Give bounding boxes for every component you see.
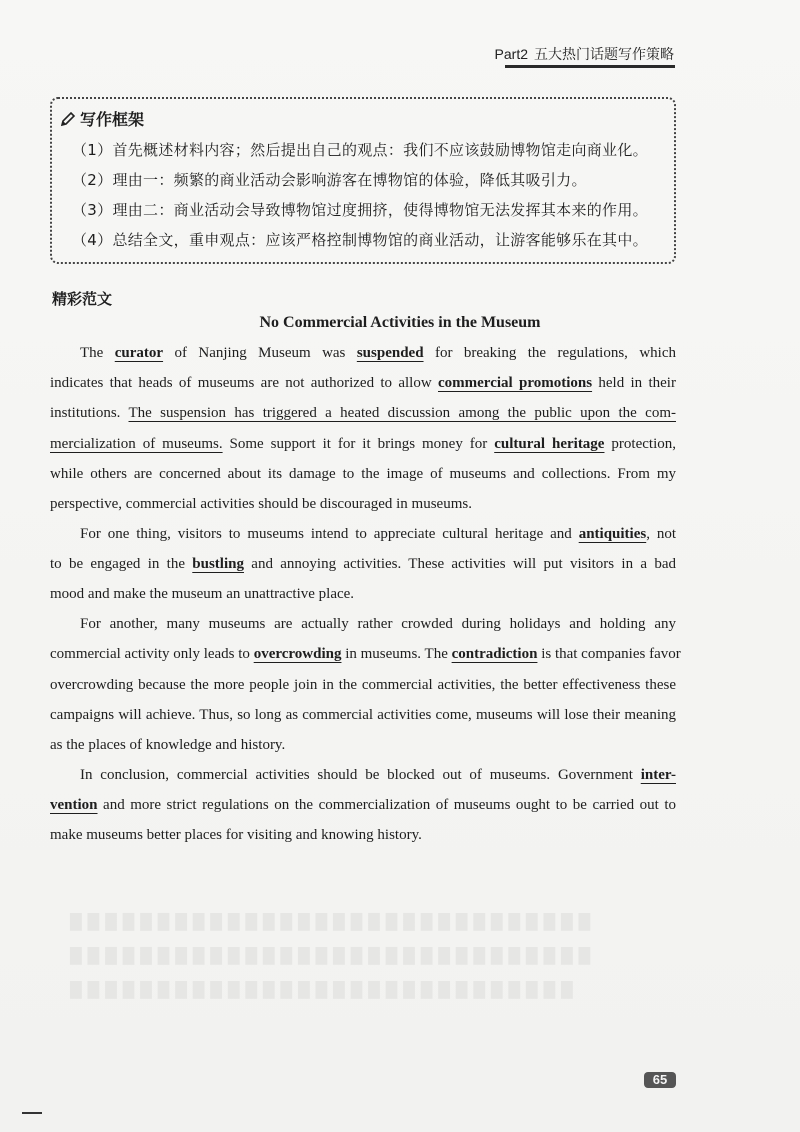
keyword: commercial promotions bbox=[438, 375, 593, 391]
essay-line: For one thing, visitors to museums intend to appreciate cultural heritage and antiquities, not bbox=[80, 526, 676, 542]
header-section: 五大热门话题写作策略 bbox=[534, 47, 674, 63]
keyword: contradiction bbox=[451, 646, 538, 662]
essay-title: No Commercial Activities in the Museum bbox=[259, 314, 541, 331]
outline-title bbox=[60, 107, 144, 130]
essay-line: while others are concerned about its damage to the image of museums and collections. From my bbox=[50, 466, 676, 482]
bleed-through-text: ██████████████████████████████ ██████████████████████████████ █████████████████████████████ bbox=[70, 913, 597, 999]
outline-steps bbox=[72, 135, 668, 255]
essay-line: mood and make the museum an unattractive place. bbox=[50, 586, 355, 602]
underlined-sentence: The suspension has triggered a heated discussion among the public upon the com- bbox=[128, 405, 676, 421]
outline-title-text: 写作框架 bbox=[80, 110, 145, 129]
essay-line: For another, many museums are actually rather crowded during holidays and holding any bbox=[80, 616, 676, 632]
page-edge-mark bbox=[22, 1112, 42, 1114]
essay-line: campaigns will achieve. Thus, so long as commercial activities come, museums will lose their meaning bbox=[50, 707, 676, 723]
essay-line: overcrowding because the more people join in the commercial activities, the better effectiveness these bbox=[50, 677, 676, 693]
header-part: Part2 bbox=[494, 46, 528, 62]
essay-line: vention and more strict regulations on the commercialization of museums ought to be carried out to bbox=[50, 797, 676, 813]
running-header bbox=[495, 44, 674, 64]
underlined-sentence: mercialization of museums. bbox=[50, 436, 223, 452]
essay-line: The curator of Nanjing Museum was suspended for breaking the regulations, which bbox=[80, 345, 676, 361]
keyword: cultural heritage bbox=[494, 436, 605, 452]
pencil-icon bbox=[60, 111, 76, 127]
keyword: inter- bbox=[640, 767, 676, 783]
essay-line: mercialization of museums. Some support it for it brings money for cultural heritage protection, bbox=[50, 436, 676, 452]
essay-line: as the places of knowledge and history. bbox=[50, 737, 286, 753]
keyword: vention bbox=[50, 797, 98, 813]
keyword: bustling bbox=[192, 556, 244, 572]
outline-step: （1）首先概述材料内容；然后提出自己的观点：我们不应该鼓励博物馆走向商业化。 bbox=[72, 141, 648, 159]
essay-line: indicates that heads of museums are not authorized to allow commercial promotions held in their bbox=[50, 375, 676, 391]
essay-line: institutions. The suspension has triggered a heated discussion among the public upon the com- bbox=[50, 405, 676, 421]
keyword: overcrowding bbox=[253, 646, 342, 662]
keyword: suspended bbox=[356, 345, 424, 361]
essay-line: make museums better places for visiting and knowing history. bbox=[50, 827, 422, 843]
header-rule bbox=[505, 65, 675, 68]
essay-line: commercial activity only leads to overcrowding in museums. The contradiction is that companies favor bbox=[50, 646, 681, 662]
page-number: 65 bbox=[644, 1072, 676, 1088]
essay-line: to be engaged in the bustling and annoying activities. These activities will put visitors in a bad bbox=[50, 556, 676, 572]
essay-line: In conclusion, commercial activities should be blocked out of museums. Government inter- bbox=[80, 767, 676, 783]
keyword: antiquities bbox=[578, 526, 647, 542]
essay-line: perspective, commercial activities should be discouraged in museums. bbox=[50, 496, 472, 512]
keyword: curator bbox=[114, 345, 164, 361]
outline-step: （4）总结全文，重申观点：应该严格控制博物馆的商业活动，让游客能够乐在其中。 bbox=[72, 231, 648, 249]
outline-step: （3）理由二：商业活动会导致博物馆过度拥挤，使得博物馆无法发挥其本来的作用。 bbox=[72, 201, 648, 219]
writing-outline-box bbox=[50, 97, 676, 264]
sample-essay-label: 精彩范文 bbox=[52, 290, 113, 308]
outline-step: （2）理由一：频繁的商业活动会影响游客在博物馆的体验，降低其吸引力。 bbox=[72, 171, 587, 189]
